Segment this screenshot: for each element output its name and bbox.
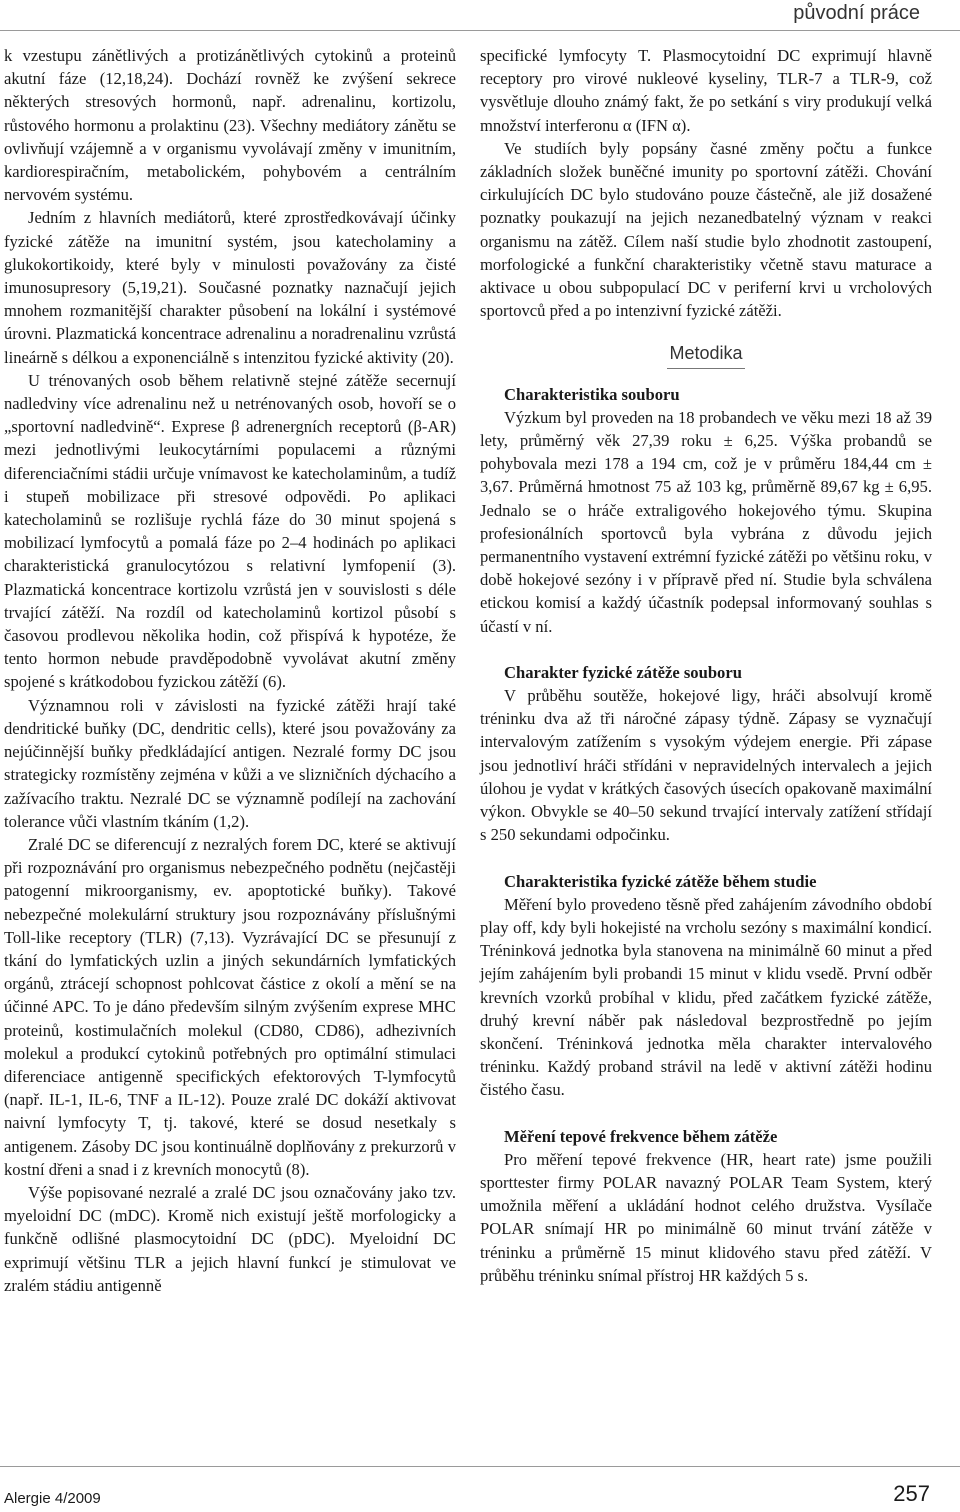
paragraph: Zralé DC se diferencují z nezralých forem DC, které se aktivují při rozpoznávání pro organismus nebezpečného podnětu (nejčastěji patogenní mikroorganismy, ev. apoptotické buňky). Takové nebezpečné molekulární struktury jsou rozpoznávány příslušnými Toll-like receptory (TLR) (7,13). Vyzrávající DC se přesunují z tkání do lymfatických uzlin a jiných sekundárních lymfatických orgánů, ztrácejí schopnost pohlcovat částice z okolí a mění se na účinné APC. To je dáno především silným zvýšením exprese MHC proteinů, kostimulačních molekul (CD80, CD86), adhezivních molekul a produkcí cytokinů potřebných pro optimální stimulaci diferenciace antigenně specifických efektorových T-lymfocytů (např. IL-1, IL-6, TNF a IL-12). Pouze zralé DC dokáží aktivovat naivní lymfocyty T, tj. takové, které se dosud nesetkaly s antigenem. Zásoby DC jsou kontinuálně doplňovány z prekurzorů v kostní dřeni a snad i z krevních monocytů (8).	[4, 834, 456, 1179]
page-number: 257	[893, 1481, 930, 1506]
paragraph: Pro měření tepové frekvence (HR, heart rate) jsme použili sporttester firmy POLAR navazný POLAR Team System, který umožnila měření a ukládání hodnot celého družstva. Vysílače POLAR snímají HR po minimálně 60 minut trvání zátěže v tréninku a průměrně 15 minut klidového stavu před zátěží. V průběhu tréninku snímal přístroj HR každých 5 s.	[480, 1149, 932, 1285]
paragraph: Jedním z hlavních mediátorů, které zprostředkovávají účinky fyzické zátěže na imunitní systém, jsou katecholaminy a glukokortikoidy, které byly v minulosti považovány za čisté imunosupresory (5,19,21). Současné poznatky naznačují jejich mnohem rozmanitější charakter působení na lokální i systémové úrovni. Plazmatická koncentrace adrenalinu a noradrenalinu vzrůstá lineárně s délkou a exponenciálně s intenzitou fyzické aktivity (20).	[4, 208, 456, 367]
subsection-heading: Charakter fyzické zátěže souboru	[504, 662, 742, 682]
subsection-heading: Měření tepové frekvence během zátěže	[504, 1126, 778, 1146]
paragraph: V průběhu soutěže, hokejové ligy, hráči absolvují kromě tréninku dva až tři náročné zápasy týdně. Zápasy se vyznačují intervalovým zatížením s vysokým výdejem energie. Při zápase jsou jednotliví hráči střídáni v nepravidelných intervalech a jejich úlohou je vydat v krátkých časových úsecích opakovaně maximální výkon. Obvykle se 40–50 sekund trvající intervaly zatížení střídají s 250 sekundami odpočinku.	[480, 686, 932, 845]
header-rule	[0, 30, 960, 31]
subsection-heading: Charakteristika fyzické zátěže během studie	[504, 871, 817, 891]
methods-heading	[480, 342, 932, 368]
methods-heading-label: Metodika	[667, 342, 744, 368]
paragraph: Významnou roli v závislosti na fyzické zátěži hrají také dendritické buňky (DC, dendritic cells), které jsou považovány za nejúčinnější buňky předkládající antigen. Nezralé formy DC jsou strategicky rozmístěny zejména v kůži a ve slizničních dýchacího a zažívacího traktu. Nezralé DC se významně podílejí na zachování tolerance vůči vlastním tkáním (1,2).	[4, 695, 456, 831]
subsection-heading: Charakteristika souboru	[504, 384, 680, 404]
footer-rule	[0, 1466, 960, 1467]
paragraph: k vzestupu zánětlivých a protizánětlivých cytokinů a proteinů akutní fáze (12,18,24). Dochází rovněž ke zvýšení sekrece některých stresových hormonů, např. adrenalinu, kortizolu, růstového hormonu a prolaktinu (23). Všechny mediátory zánětu se ovlivňují vzájemně a v organismu vyvolávají změny v imunitním, kardiorespiračním, metabolickém, pohybovém a centrálním nervovém systému.	[4, 46, 456, 205]
section-label: původní práce	[793, 2, 920, 24]
paragraph: U trénovaných osob během relativně stejné zátěže secernují nadledviny více adrenalinu než u netrénovaných osob, hovoří se o „sportovní nadledvině“. Exprese β adrenergních receptorů (β-AR) mezi jednotlivými leukocytárními populacemi a různými diferenciačními stádii určuje vnímavost ke katecholaminům, a tudíž i stupeň mobilizace při stresové odpovědi. Po aplikaci katecholaminů se rozlišuje rychlá fáze do 30 minut spojená s mobilizací lymfocytů a pomalá fáze po 2–4 hodinách po aplikaci charakteristická granulocytózou s relativní lymfopenií (3). Plazmatická koncentrace kortizolu vzrůstá jen v souvislosti s déle trvající zátěží. Na rozdíl od katecholaminů kortizol působí s časovou prodlevou několika hodin, což přispívá k hypotéze, že tento hormon nebude pravděpodobně vyvolávat akutní změny spojené s krátkodobou fyzickou zátěží (6).	[4, 370, 456, 692]
paragraph: Měření bylo provedeno těsně před zahájením závodního období play off, kdy byli hokejisté na vrcholu sezóny s maximální kondicí. Tréninková jednotka byla stanovena na minimálně 60 minut a před jejím zahájením byli probandi 15 minut v klidu vsedě. První odběr krevních vzorků probíhal v klidu, před začátkem fyzické zátěže, druhý krevní náběr pak následoval bezprostředně po jejím skončení. Tréninková jednotka měla charakter intervalového tréninku. Každý proband strávil na ledě v aktivní zátěži hodinu čistého času.	[480, 894, 932, 1100]
paragraph: Ve studiích byly popsány časné změny počtu a funkce základních složek buněčné imunity po sportovní zátěži. Chování cirkulujících DC bylo studováno pouze částečně, ale již dosažené poznatky poukazují na jejich nezanedbatelný význam v reakci organismu na zátěž. Cílem naší studie bylo zhodnotit zastoupení, morfologické a funkční charakteristiky včetně stavu maturace a aktivace u obou subpopulací DC v periferní krvi u vrcholových sportovců před a po intenzivní fyzické zátěži.	[480, 138, 932, 321]
paragraph: Výzkum byl proveden na 18 probandech ve věku mezi 18 až 39 lety, průměrný věk 27,39 roku ± 6,25. Výška probandů se pohybovala mezi 178 a 194 cm, což je v průměru 184,44 cm ± 3,67. Průměrná hmotnost 75 až 103 kg, průměrně 89,67 kg ± 6,95. Jednalo se o hráče extraligového hokejového týmu. Skupina profesionálních sportovců byla vybrána z důvodu jejich permanentního vystavení extrémní fyzické zátěži po většinu roku, v době hokejové sezóny i v přípravě před ní. Studie byla schválena etickou komisí a každý účastník podepsal informovaný souhlas s účastí v ní.	[480, 407, 932, 636]
journal-issue: Alergie 4/2009	[4, 1490, 101, 1507]
paragraph: Výše popisované nezralé a zralé DC jsou označovány jako tzv. myeloidní DC (mDC). Kromě nich existují ještě morfologicky a funkčně odlišné plasmocytoidní DC (pDC). Myeloidní DC exprimují většinu TLR a jejich hlavní funkcí je stimulovat ve zralém stádiu antigenně	[4, 1182, 456, 1295]
left-column	[4, 44, 456, 1297]
right-column	[480, 44, 932, 1287]
paragraph: specifické lymfocyty T. Plasmocytoidní DC exprimují hlavně receptory pro virové nukleové kyseliny, TLR-7 a TLR-9, což vysvětluje dlouho známý fakt, že po setkání s viry produkují velká množství interferonu α (IFN α).	[480, 46, 932, 135]
